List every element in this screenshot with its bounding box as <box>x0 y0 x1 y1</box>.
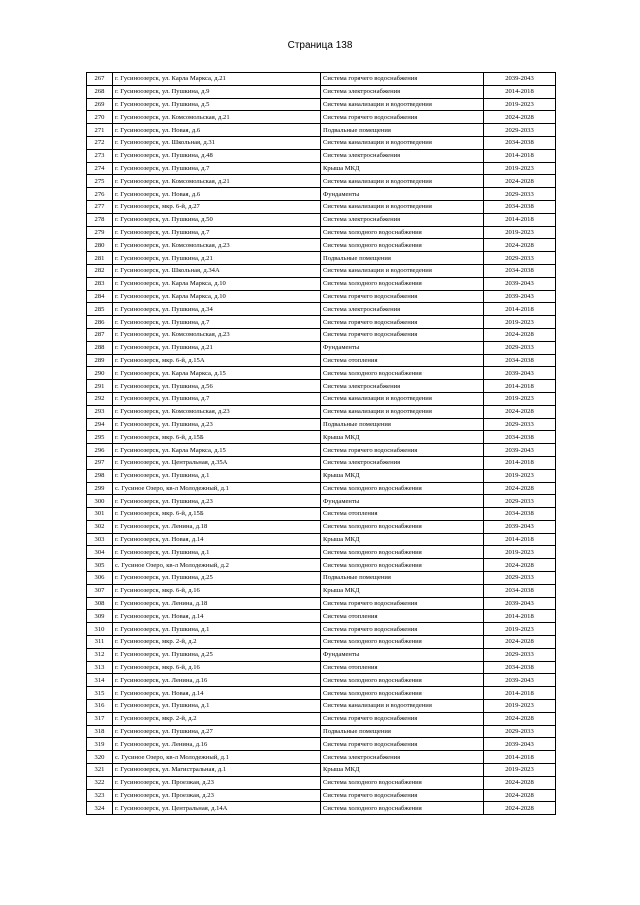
address-cell: г. Гусиноозерск, ул. Комсомольская, д.21 <box>113 175 321 188</box>
row-number: 301 <box>87 508 113 521</box>
address-cell: г. Гусиноозерск, мкр. 6-й, д.15А <box>113 354 321 367</box>
period-cell: 2014-2018 <box>484 213 556 226</box>
row-number: 286 <box>87 316 113 329</box>
period-cell: 2014-2018 <box>484 687 556 700</box>
address-cell: г. Гусиноозерск, ул. Карла Маркса, д.21 <box>113 73 321 86</box>
period-cell: 2039-2043 <box>484 73 556 86</box>
address-cell: г. Гусиноозерск, ул. Ленина, д.18 <box>113 520 321 533</box>
system-cell: Система канализации и водоотведения <box>321 405 484 418</box>
period-cell: 2014-2018 <box>484 456 556 469</box>
table-row <box>87 226 556 239</box>
system-cell: Подвальные помещения <box>321 252 484 265</box>
address-cell: г. Гусиноозерск, ул. Пушкина, д.25 <box>113 572 321 585</box>
period-cell: 2034-2038 <box>484 264 556 277</box>
table-row <box>87 584 556 597</box>
address-cell: г. Гусиноозерск, ул. Пушкина, д.34 <box>113 303 321 316</box>
system-cell: Система горячего водоснабжения <box>321 316 484 329</box>
address-cell: г. Гусиноозерск, ул. Комсомольская, д.23 <box>113 239 321 252</box>
period-cell: 2014-2018 <box>484 751 556 764</box>
address-cell: г. Гусиноозерск, ул. Пушкина, д.23 <box>113 495 321 508</box>
table-row <box>87 431 556 444</box>
row-number: 284 <box>87 290 113 303</box>
address-cell: г. Гусиноозерск, мкр. 2-й, д.2 <box>113 636 321 649</box>
table-row <box>87 725 556 738</box>
system-cell: Система холодного водоснабжения <box>321 546 484 559</box>
table-row <box>87 252 556 265</box>
period-cell: 2039-2043 <box>484 444 556 457</box>
period-cell: 2039-2043 <box>484 277 556 290</box>
table-row <box>87 264 556 277</box>
table-row <box>87 520 556 533</box>
address-cell: с. Гусиное Озеро, кв-л Молодежный, д.1 <box>113 751 321 764</box>
table-row <box>87 469 556 482</box>
row-number: 305 <box>87 559 113 572</box>
row-number: 309 <box>87 610 113 623</box>
row-number: 308 <box>87 597 113 610</box>
period-cell: 2024-2028 <box>484 111 556 124</box>
address-cell: г. Гусиноозерск, ул. Карла Маркса, д.10 <box>113 290 321 303</box>
address-cell: г. Гусиноозерск, ул. Пушкина, д.7 <box>113 226 321 239</box>
table-row <box>87 380 556 393</box>
address-cell: г. Гусиноозерск, ул. Центральная, д.14А <box>113 802 321 815</box>
table-row <box>87 674 556 687</box>
period-cell: 2039-2043 <box>484 738 556 751</box>
period-cell: 2024-2028 <box>484 712 556 725</box>
system-cell: Крыша МКД <box>321 162 484 175</box>
system-cell: Система холодного водоснабжения <box>321 367 484 380</box>
system-cell: Система электроснабжения <box>321 149 484 162</box>
row-number: 307 <box>87 584 113 597</box>
period-cell: 2019-2023 <box>484 546 556 559</box>
address-cell: г. Гусиноозерск, ул. Пушкина, д.1 <box>113 469 321 482</box>
table-row <box>87 316 556 329</box>
system-cell: Система отопления <box>321 354 484 367</box>
address-cell: г. Гусиноозерск, ул. Пушкина, д.1 <box>113 623 321 636</box>
system-cell: Фундаменты <box>321 648 484 661</box>
table-row <box>87 610 556 623</box>
period-cell: 2014-2018 <box>484 610 556 623</box>
address-cell: г. Гусиноозерск, ул. Пушкина, д.48 <box>113 149 321 162</box>
address-cell: г. Гусиноозерск, ул. Карла Маркса, д.10 <box>113 277 321 290</box>
row-number: 317 <box>87 712 113 725</box>
table-row <box>87 418 556 431</box>
repair-schedule-table <box>86 72 556 815</box>
system-cell: Подвальные помещения <box>321 418 484 431</box>
system-cell: Система канализации и водоотведения <box>321 392 484 405</box>
row-number: 273 <box>87 149 113 162</box>
row-number: 281 <box>87 252 113 265</box>
address-cell: г. Гусиноозерск, ул. Пушкина, д.21 <box>113 341 321 354</box>
row-number: 280 <box>87 239 113 252</box>
period-cell: 2039-2043 <box>484 597 556 610</box>
address-cell: г. Гусиноозерск, ул. Пушкина, д.56 <box>113 380 321 393</box>
period-cell: 2024-2028 <box>484 239 556 252</box>
row-number: 303 <box>87 533 113 546</box>
system-cell: Система электроснабжения <box>321 213 484 226</box>
system-cell: Система холодного водоснабжения <box>321 776 484 789</box>
row-number: 316 <box>87 700 113 713</box>
row-number: 324 <box>87 802 113 815</box>
row-number: 278 <box>87 213 113 226</box>
system-cell: Крыша МКД <box>321 764 484 777</box>
row-number: 315 <box>87 687 113 700</box>
row-number: 287 <box>87 328 113 341</box>
period-cell: 2029-2033 <box>484 418 556 431</box>
address-cell: г. Гусиноозерск, ул. Пушкина, д.7 <box>113 162 321 175</box>
table-row <box>87 661 556 674</box>
address-cell: г. Гусиноозерск, ул. Пушкина, д.9 <box>113 85 321 98</box>
system-cell: Система канализации и водоотведения <box>321 264 484 277</box>
system-cell: Подвальные помещения <box>321 572 484 585</box>
period-cell: 2024-2028 <box>484 175 556 188</box>
system-cell: Система холодного водоснабжения <box>321 239 484 252</box>
address-cell: г. Гусиноозерск, мкр. 6-й, д.27 <box>113 200 321 213</box>
row-number: 318 <box>87 725 113 738</box>
system-cell: Система горячего водоснабжения <box>321 623 484 636</box>
system-cell: Система холодного водоснабжения <box>321 674 484 687</box>
address-cell: с. Гусиное Озеро, кв-л Молодежный, д.2 <box>113 559 321 572</box>
system-cell: Система отопления <box>321 610 484 623</box>
address-cell: с. Гусиное Озеро, кв-л Молодежный, д.1 <box>113 482 321 495</box>
system-cell: Подвальные помещения <box>321 124 484 137</box>
system-cell: Система холодного водоснабжения <box>321 636 484 649</box>
address-cell: г. Гусиноозерск, ул. Пушкина, д.5 <box>113 98 321 111</box>
address-cell: г. Гусиноозерск, мкр. 6-й, д.16 <box>113 661 321 674</box>
table-row <box>87 111 556 124</box>
system-cell: Крыша МКД <box>321 431 484 444</box>
table-row <box>87 636 556 649</box>
row-number: 304 <box>87 546 113 559</box>
row-number: 291 <box>87 380 113 393</box>
period-cell: 2019-2023 <box>484 392 556 405</box>
row-number: 299 <box>87 482 113 495</box>
period-cell: 2019-2023 <box>484 98 556 111</box>
system-cell: Система канализации и водоотведения <box>321 175 484 188</box>
row-number: 297 <box>87 456 113 469</box>
period-cell: 2024-2028 <box>484 559 556 572</box>
period-cell: 2034-2038 <box>484 200 556 213</box>
system-cell: Система холодного водоснабжения <box>321 277 484 290</box>
address-cell: г. Гусиноозерск, мкр. 2-й, д.2 <box>113 712 321 725</box>
address-cell: г. Гусиноозерск, ул. Пушкина, д.1 <box>113 546 321 559</box>
table-row <box>87 188 556 201</box>
table-row <box>87 98 556 111</box>
address-cell: г. Гусиноозерск, ул. Комсомольская, д.23 <box>113 328 321 341</box>
address-cell: г. Гусиноозерск, ул. Новая, д.6 <box>113 188 321 201</box>
table-row <box>87 290 556 303</box>
system-cell: Система электроснабжения <box>321 380 484 393</box>
address-cell: г. Гусиноозерск, ул. Пушкина, д.23 <box>113 418 321 431</box>
system-cell: Система горячего водоснабжения <box>321 111 484 124</box>
table-row <box>87 648 556 661</box>
system-cell: Система горячего водоснабжения <box>321 328 484 341</box>
address-cell: г. Гусиноозерск, ул. Центральная, д.35А <box>113 456 321 469</box>
row-number: 285 <box>87 303 113 316</box>
row-number: 275 <box>87 175 113 188</box>
table-row <box>87 277 556 290</box>
row-number: 289 <box>87 354 113 367</box>
row-number: 306 <box>87 572 113 585</box>
period-cell: 2024-2028 <box>484 789 556 802</box>
address-cell: г. Гусиноозерск, ул. Комсомольская, д.21 <box>113 111 321 124</box>
row-number: 272 <box>87 136 113 149</box>
row-number: 270 <box>87 111 113 124</box>
address-cell: г. Гусиноозерск, ул. Ленина, д.16 <box>113 738 321 751</box>
address-cell: г. Гусиноозерск, мкр. 6-й, д.15Б <box>113 508 321 521</box>
period-cell: 2014-2018 <box>484 380 556 393</box>
system-cell: Система горячего водоснабжения <box>321 290 484 303</box>
table-row <box>87 508 556 521</box>
table-row <box>87 367 556 380</box>
system-cell: Крыша МКД <box>321 469 484 482</box>
system-cell: Система холодного водоснабжения <box>321 687 484 700</box>
row-number: 302 <box>87 520 113 533</box>
row-number: 276 <box>87 188 113 201</box>
period-cell: 2039-2043 <box>484 367 556 380</box>
table-row <box>87 764 556 777</box>
period-cell: 2019-2023 <box>484 316 556 329</box>
table-row <box>87 597 556 610</box>
table-row <box>87 73 556 86</box>
table-row <box>87 213 556 226</box>
period-cell: 2039-2043 <box>484 520 556 533</box>
system-cell: Система канализации и водоотведения <box>321 700 484 713</box>
table-row <box>87 200 556 213</box>
row-number: 274 <box>87 162 113 175</box>
address-cell: г. Гусиноозерск, ул. Магистральная, д.1 <box>113 764 321 777</box>
table-row <box>87 354 556 367</box>
system-cell: Система электроснабжения <box>321 85 484 98</box>
row-number: 323 <box>87 789 113 802</box>
system-cell: Система холодного водоснабжения <box>321 559 484 572</box>
address-cell: г. Гусиноозерск, ул. Школьная, д.31 <box>113 136 321 149</box>
period-cell: 2019-2023 <box>484 764 556 777</box>
system-cell: Система холодного водоснабжения <box>321 802 484 815</box>
address-cell: г. Гусиноозерск, ул. Пушкина, д.7 <box>113 392 321 405</box>
period-cell: 2024-2028 <box>484 482 556 495</box>
system-cell: Система канализации и водоотведения <box>321 136 484 149</box>
period-cell: 2024-2028 <box>484 802 556 815</box>
row-number: 282 <box>87 264 113 277</box>
period-cell: 2019-2023 <box>484 700 556 713</box>
address-cell: г. Гусиноозерск, мкр. 6-й, д.15Б <box>113 431 321 444</box>
table-row <box>87 456 556 469</box>
table-row <box>87 533 556 546</box>
address-cell: г. Гусиноозерск, ул. Новая, д.14 <box>113 687 321 700</box>
table-row <box>87 700 556 713</box>
period-cell: 2019-2023 <box>484 226 556 239</box>
period-cell: 2039-2043 <box>484 290 556 303</box>
period-cell: 2014-2018 <box>484 149 556 162</box>
table-row <box>87 789 556 802</box>
row-number: 310 <box>87 623 113 636</box>
table-row <box>87 392 556 405</box>
row-number: 293 <box>87 405 113 418</box>
row-number: 283 <box>87 277 113 290</box>
period-cell: 2019-2023 <box>484 469 556 482</box>
system-cell: Система холодного водоснабжения <box>321 520 484 533</box>
period-cell: 2029-2033 <box>484 648 556 661</box>
address-cell: г. Гусиноозерск, ул. Новая, д.14 <box>113 533 321 546</box>
address-cell: г. Гусиноозерск, ул. Пушкина, д.27 <box>113 725 321 738</box>
row-number: 294 <box>87 418 113 431</box>
system-cell: Система отопления <box>321 661 484 674</box>
system-cell: Фундаменты <box>321 495 484 508</box>
table-row <box>87 482 556 495</box>
system-cell: Крыша МКД <box>321 584 484 597</box>
table-row <box>87 405 556 418</box>
period-cell: 2019-2023 <box>484 162 556 175</box>
row-number: 271 <box>87 124 113 137</box>
system-cell: Крыша МКД <box>321 533 484 546</box>
address-cell: г. Гусиноозерск, ул. Пушкина, д.21 <box>113 252 321 265</box>
system-cell: Система канализации и водоотведения <box>321 98 484 111</box>
period-cell: 2029-2033 <box>484 341 556 354</box>
period-cell: 2024-2028 <box>484 636 556 649</box>
row-number: 268 <box>87 85 113 98</box>
address-cell: г. Гусиноозерск, ул. Новая, д.14 <box>113 610 321 623</box>
address-cell: г. Гусиноозерск, ул. Комсомольская, д.23 <box>113 405 321 418</box>
table-row <box>87 712 556 725</box>
table-row <box>87 85 556 98</box>
period-cell: 2034-2038 <box>484 508 556 521</box>
period-cell: 2029-2033 <box>484 572 556 585</box>
system-cell: Система холодного водоснабжения <box>321 482 484 495</box>
system-cell: Система электроснабжения <box>321 303 484 316</box>
period-cell: 2024-2028 <box>484 776 556 789</box>
period-cell: 2034-2038 <box>484 354 556 367</box>
system-cell: Система канализации и водоотведения <box>321 200 484 213</box>
period-cell: 2014-2018 <box>484 533 556 546</box>
address-cell: г. Гусиноозерск, ул. Проезжая, д.23 <box>113 789 321 802</box>
table-row <box>87 546 556 559</box>
row-number: 322 <box>87 776 113 789</box>
row-number: 267 <box>87 73 113 86</box>
table-row <box>87 149 556 162</box>
row-number: 300 <box>87 495 113 508</box>
system-cell: Фундаменты <box>321 341 484 354</box>
period-cell: 2019-2023 <box>484 623 556 636</box>
address-cell: г. Гусиноозерск, ул. Карла Маркса, д.15 <box>113 444 321 457</box>
table-row <box>87 623 556 636</box>
row-number: 288 <box>87 341 113 354</box>
address-cell: г. Гусиноозерск, ул. Карла Маркса, д.15 <box>113 367 321 380</box>
system-cell: Система холодного водоснабжения <box>321 226 484 239</box>
table-row <box>87 124 556 137</box>
row-number: 277 <box>87 200 113 213</box>
address-cell: г. Гусиноозерск, ул. Пушкина, д.1 <box>113 700 321 713</box>
address-cell: г. Гусиноозерск, ул. Проезжая, д.23 <box>113 776 321 789</box>
table-row <box>87 303 556 316</box>
row-number: 320 <box>87 751 113 764</box>
table-row <box>87 802 556 815</box>
period-cell: 2029-2033 <box>484 252 556 265</box>
table-row <box>87 341 556 354</box>
row-number: 298 <box>87 469 113 482</box>
system-cell: Подвальные помещения <box>321 725 484 738</box>
period-cell: 2034-2038 <box>484 136 556 149</box>
system-cell: Система горячего водоснабжения <box>321 789 484 802</box>
system-cell: Система горячего водоснабжения <box>321 444 484 457</box>
system-cell: Система электроснабжения <box>321 456 484 469</box>
row-number: 269 <box>87 98 113 111</box>
period-cell: 2034-2038 <box>484 584 556 597</box>
table-row <box>87 162 556 175</box>
table-row <box>87 136 556 149</box>
period-cell: 2029-2033 <box>484 188 556 201</box>
system-cell: Система горячего водоснабжения <box>321 597 484 610</box>
table-row <box>87 175 556 188</box>
address-cell: г. Гусиноозерск, ул. Пушкина, д.50 <box>113 213 321 226</box>
address-cell: г. Гусиноозерск, ул. Пушкина, д.25 <box>113 648 321 661</box>
table-row <box>87 239 556 252</box>
row-number: 292 <box>87 392 113 405</box>
period-cell: 2029-2033 <box>484 495 556 508</box>
row-number: 279 <box>87 226 113 239</box>
period-cell: 2029-2033 <box>484 124 556 137</box>
system-cell: Система горячего водоснабжения <box>321 738 484 751</box>
address-cell: г. Гусиноозерск, мкр. 6-й, д.16 <box>113 584 321 597</box>
table-row <box>87 751 556 764</box>
period-cell: 2024-2028 <box>484 405 556 418</box>
row-number: 296 <box>87 444 113 457</box>
address-cell: г. Гусиноозерск, ул. Школьная, д.34А <box>113 264 321 277</box>
row-number: 321 <box>87 764 113 777</box>
period-cell: 2034-2038 <box>484 431 556 444</box>
period-cell: 2024-2028 <box>484 328 556 341</box>
period-cell: 2034-2038 <box>484 661 556 674</box>
table-body <box>87 73 556 815</box>
table-row <box>87 738 556 751</box>
table-row <box>87 444 556 457</box>
period-cell: 2039-2043 <box>484 674 556 687</box>
table-row <box>87 495 556 508</box>
row-number: 311 <box>87 636 113 649</box>
system-cell: Система отопления <box>321 508 484 521</box>
address-cell: г. Гусиноозерск, ул. Новая, д.6 <box>113 124 321 137</box>
address-cell: г. Гусиноозерск, ул. Ленина, д.16 <box>113 674 321 687</box>
row-number: 312 <box>87 648 113 661</box>
row-number: 314 <box>87 674 113 687</box>
period-cell: 2029-2033 <box>484 725 556 738</box>
row-number: 290 <box>87 367 113 380</box>
row-number: 319 <box>87 738 113 751</box>
table-row <box>87 572 556 585</box>
period-cell: 2014-2018 <box>484 85 556 98</box>
system-cell: Фундаменты <box>321 188 484 201</box>
system-cell: Система электроснабжения <box>321 751 484 764</box>
system-cell: Система горячего водоснабжения <box>321 73 484 86</box>
row-number: 295 <box>87 431 113 444</box>
table-row <box>87 776 556 789</box>
row-number: 313 <box>87 661 113 674</box>
address-cell: г. Гусиноозерск, ул. Пушкина, д.7 <box>113 316 321 329</box>
page-header: Страница 138 <box>287 40 353 51</box>
table-row <box>87 687 556 700</box>
table-row <box>87 328 556 341</box>
period-cell: 2014-2018 <box>484 303 556 316</box>
table-row <box>87 559 556 572</box>
address-cell: г. Гусиноозерск, ул. Ленина, д.18 <box>113 597 321 610</box>
system-cell: Система горячего водоснабжения <box>321 712 484 725</box>
